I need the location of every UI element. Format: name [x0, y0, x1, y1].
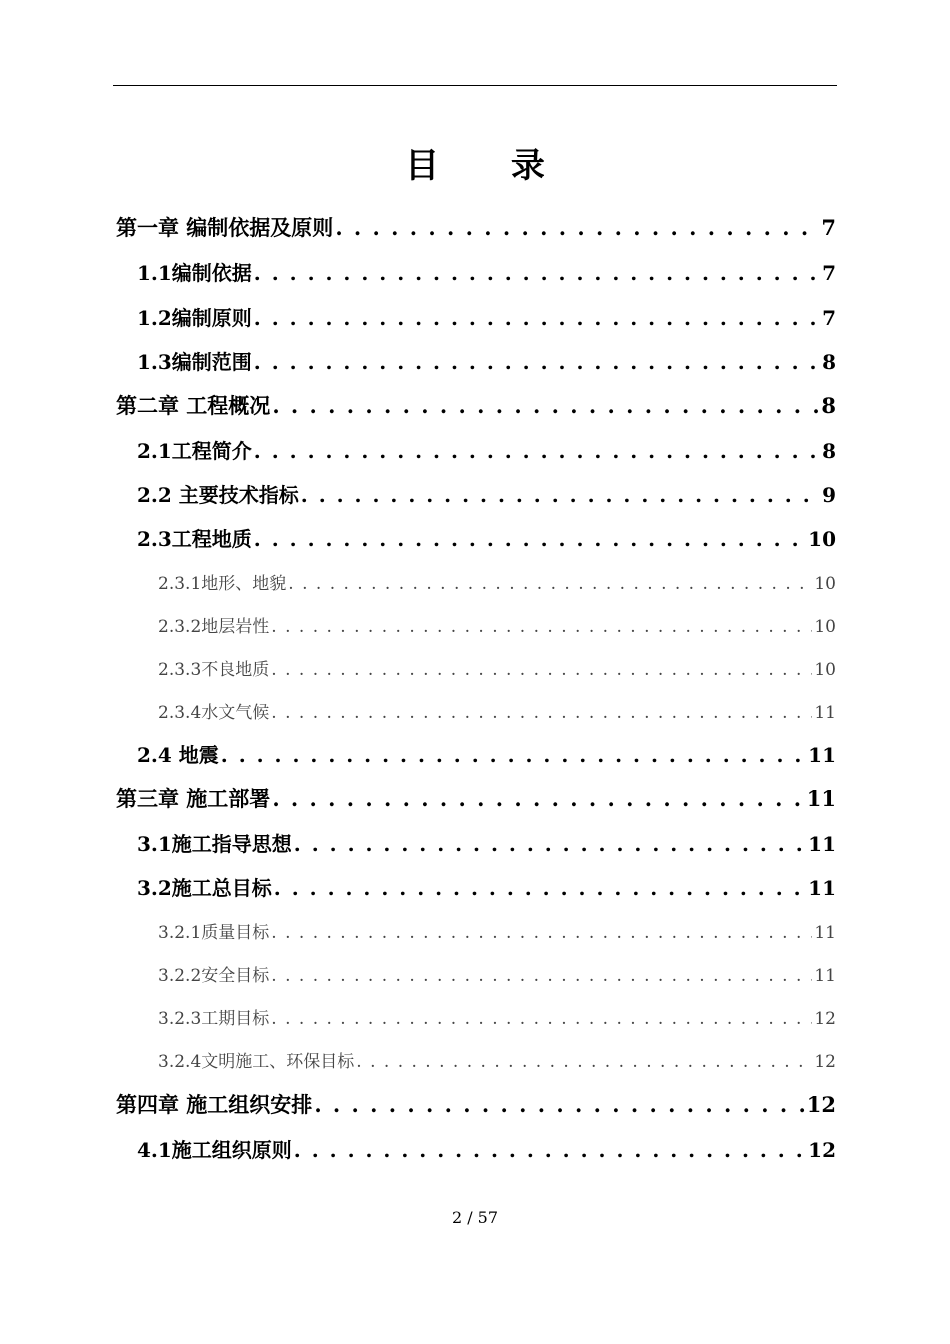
toc-leader-dots: [254, 350, 820, 374]
toc-entry-3-2-4[interactable]: [158, 1047, 836, 1072]
toc-entry-label: 1.3编制范围: [137, 350, 252, 374]
toc-leader-dots: [254, 261, 820, 285]
toc-entry-page: 12: [808, 1138, 836, 1162]
toc-leader-dots: [221, 743, 806, 767]
header-rule: [113, 85, 837, 86]
toc-leader-dots: [271, 1009, 812, 1029]
toc-entry-label: 3.2.2安全目标: [158, 966, 270, 986]
toc-leader-dots: [271, 966, 812, 986]
toc-entry-1-1[interactable]: [137, 257, 836, 286]
toc-entry-2-3-3[interactable]: [158, 655, 836, 680]
toc-leader-dots: [294, 832, 806, 856]
toc-entry-page: 7: [821, 215, 836, 240]
toc-entry-page: 11: [806, 786, 836, 811]
toc-entry-chapter-1[interactable]: [116, 212, 836, 242]
toc-leader-dots: [272, 786, 804, 811]
toc-entry-label: 3.1施工指导思想: [137, 832, 292, 856]
toc-entry-label: 1.1编制依据: [137, 261, 252, 285]
toc-entry-label: 第二章 工程概况: [116, 393, 271, 418]
toc-entry-page: 11: [814, 923, 836, 943]
toc-entry-3-2[interactable]: [137, 872, 836, 901]
toc-entry-label: 2.3.3不良地质: [158, 660, 270, 680]
toc-entry-3-2-1[interactable]: [158, 918, 836, 943]
toc-entry-label: 3.2施工总目标: [137, 876, 272, 900]
toc-leader-dots: [288, 574, 812, 594]
toc-leader-dots: [271, 703, 812, 723]
toc-leader-dots: [254, 306, 820, 330]
toc-entry-page: 8: [822, 439, 836, 463]
toc-entry-label: 2.3工程地质: [137, 527, 252, 551]
toc-leader-dots: [301, 483, 820, 507]
toc-entry-2-1[interactable]: [137, 435, 836, 464]
toc-entry-2-3[interactable]: [137, 523, 836, 552]
toc-entry-4-1[interactable]: [137, 1134, 836, 1163]
toc-leader-dots: [271, 923, 812, 943]
toc-entry-chapter-2[interactable]: [116, 390, 836, 420]
toc-leader-dots: [271, 660, 812, 680]
toc-entry-page: 10: [814, 617, 836, 637]
toc-entry-label: 2.1工程简介: [137, 439, 252, 463]
toc-entry-page: 11: [814, 703, 836, 723]
toc-entry-page: 10: [808, 527, 836, 551]
toc-entry-page: 9: [822, 483, 836, 507]
toc-entry-page: 11: [808, 743, 836, 767]
toc-entry-label: 第三章 施工部署: [116, 786, 271, 811]
toc-title: 目 录: [405, 146, 575, 186]
toc-entry-page: 10: [814, 574, 836, 594]
toc-entry-page: 12: [806, 1092, 836, 1117]
toc-entry-label: 2.3.2地层岩性: [158, 617, 270, 637]
toc-entry-2-3-2[interactable]: [158, 612, 836, 637]
toc-entry-chapter-4[interactable]: [116, 1089, 836, 1119]
toc-leader-dots: [254, 439, 820, 463]
toc-entry-page: 8: [822, 350, 836, 374]
toc-entry-page: 11: [808, 832, 836, 856]
toc-entry-page: 12: [814, 1009, 836, 1029]
toc-entry-1-3[interactable]: [137, 346, 836, 375]
toc-entry-3-2-3[interactable]: [158, 1004, 836, 1029]
toc-entry-2-4[interactable]: [137, 739, 836, 768]
toc-entry-label: 2.3.1地形、地貌: [158, 574, 287, 594]
toc-leader-dots: [272, 393, 819, 418]
toc-leader-dots: [314, 1092, 804, 1117]
toc-entry-3-1[interactable]: [137, 828, 836, 857]
toc-entry-label: 2.2 主要技术指标: [137, 483, 299, 507]
toc-leader-dots: [335, 215, 819, 240]
toc-entry-2-3-1[interactable]: [158, 569, 836, 594]
toc-entry-label: 第四章 施工组织安排: [116, 1092, 313, 1117]
toc-entry-page: 7: [822, 261, 836, 285]
toc-entry-label: 1.2编制原则: [137, 306, 252, 330]
toc-entry-page: 12: [814, 1052, 836, 1072]
toc-entry-label: 3.2.1质量目标: [158, 923, 270, 943]
toc-entry-2-2[interactable]: [137, 479, 836, 508]
toc-entry-label: 3.2.3工期目标: [158, 1009, 270, 1029]
toc-entry-page: 7: [822, 306, 836, 330]
toc-entry-label: 2.3.4水文气候: [158, 703, 270, 723]
toc-entry-2-3-4[interactable]: [158, 698, 836, 723]
toc-leader-dots: [356, 1052, 812, 1072]
toc-entry-1-2[interactable]: [137, 302, 836, 331]
toc-leader-dots: [271, 617, 812, 637]
toc-entry-page: 11: [808, 876, 836, 900]
toc-entry-label: 第一章 编制依据及原则: [116, 215, 334, 240]
toc-leader-dots: [294, 1138, 806, 1162]
page-number: 2 / 57: [451, 1208, 499, 1227]
toc-entry-page: 11: [814, 966, 836, 986]
toc-entry-3-2-2[interactable]: [158, 961, 836, 986]
toc-entry-label: 4.1施工组织原则: [137, 1138, 292, 1162]
toc-entry-label: 3.2.4文明施工、环保目标: [158, 1052, 355, 1072]
toc-entry-label: 2.4 地震: [137, 743, 219, 767]
toc-entry-page: 8: [821, 393, 836, 418]
toc-entry-chapter-3[interactable]: [116, 783, 836, 813]
toc-leader-dots: [274, 876, 806, 900]
toc-entry-page: 10: [814, 660, 836, 680]
toc-leader-dots: [254, 527, 806, 551]
